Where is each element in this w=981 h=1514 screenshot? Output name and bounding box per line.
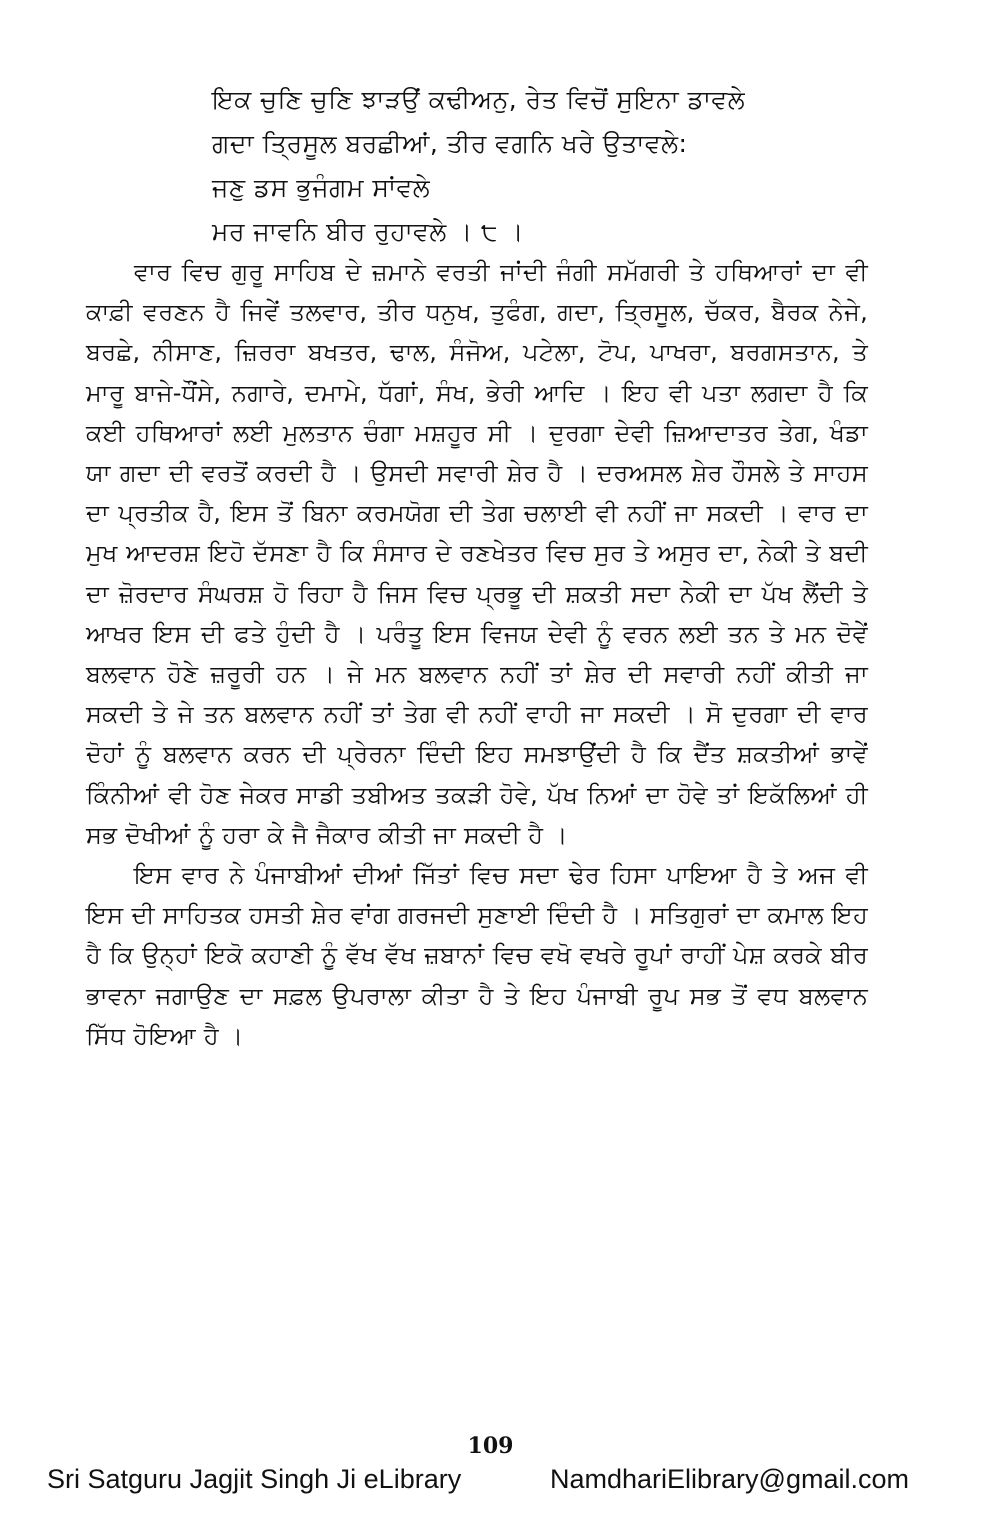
verse-line: ਇਕ ਚੁਣਿ ਚੁਣਿ ਝਾੜਉਂ ਕਢੀਅਨੁ, ਰੇਤ ਵਿਚੋਂ ਸੁਇਨਾ ਡਾਵਲੇ xyxy=(212,85,746,114)
verse-line: ਮਰ ਜਾਵਨਿ ਬੀਰ ਰੁਹਾਵਲੇ । ੮ । xyxy=(212,217,524,246)
footer-library-name: Sri Satguru Jagjit Singh Ji eLibrary xyxy=(47,1464,462,1494)
verse-block xyxy=(212,78,852,254)
footer-email: NamdhariElibrary@gmail.com xyxy=(549,1464,909,1494)
prose-block xyxy=(86,252,868,1056)
paragraph: ਇਸ ਵਾਰ ਨੇ ਪੰਜਾਬੀਆਂ ਦੀਆਂ ਜਿੱਤਾਂ ਵਿਚ ਸਦਾ ਢੇਰ ਹਿਸਾ ਪਾਇਆ ਹੈ ਤੇ ਅਜ ਵੀ ਇਸ ਦੀ ਸਾਹਿਤਕ ਹਸਤੀ ਸ਼ੇਰ ਵਾਂਗ ਗਰਜਦੀ ਸੁਣਾਈ ਦਿੰਦੀ ਹੈ । ਸਤਿਗੁਰਾਂ ਦਾ ਕਮਾਲ ਇਹ ਹੈ ਕਿ ਉਨ੍ਹਾਂ ਇਕੋ ਕਹਾਣੀ ਨੂੰ ਵੱਖ ਵੱਖ ਜ਼ਬਾਨਾਂ ਵਿਚ ਵਖੋ ਵਖਰੇ ਰੂਪਾਂ ਰਾਹੀਂ ਪੇਸ਼ ਕਰਕੇ ਬੀਰ ਭਾਵਨਾ ਜਗਾਉਣ ਦਾ ਸਫ਼ਲ ਉਪਰਾਲਾ ਕੀਤਾ ਹੈ ਤੇ ਇਹ ਪੰਜਾਬੀ ਰੂਪ ਸਭ ਤੋਂ ਵਧ ਬਲਵਾਨ ਸਿੱਧ ਹੋਇਆ ਹੈ । xyxy=(86,861,868,1050)
verse-line: ਜਣੁ ਡਸ ਭੁਜੰਗਮ ਸਾਂਵਲੇ xyxy=(212,173,431,202)
verse-line: ਗਦਾ ਤ੍ਰਿਸੂਲ ਬਰਛੀਆਂ, ਤੀਰ ਵਗਨਿ ਖਰੇ ਉਤਾਵਲੇ: xyxy=(212,129,688,158)
paragraph: ਵਾਰ ਵਿਚ ਗੁਰੂ ਸਾਹਿਬ ਦੇ ਜ਼ਮਾਨੇ ਵਰਤੀ ਜਾਂਦੀ ਜੰਗੀ ਸਮੱਗਰੀ ਤੇ ਹਥਿਆਰਾਂ ਦਾ ਵੀ ਕਾਫ਼ੀ ਵਰਣਨ ਹੈ ਜਿਵੇਂ ਤਲਵਾਰ, ਤੀਰ ਧਨੁਖ, ਤੁਫੰਗ, ਗਦਾ, ਤ੍ਰਿਸੂਲ, ਚੱਕਰ, ਬੈਰਕ ਨੇਜੇ, ਬਰਛੇ, ਨੀਸਾਣ, ਜ਼ਿਰਰਾ ਬਖਤਰ, ਢਾਲ, ਸੰਜੋਅ, ਪਟੇਲਾ, ਟੋਪ, ਪਾਖਰਾ, ਬਰਗਸਤਾਨ, ਤੇ ਮਾਰੂ ਬਾਜੇ-ਧੌਂਸੇ, ਨਗਾਰੇ, ਦਮਾਮੇ, ਧੱਗਾਂ, ਸੰਖ, ਭੇਰੀ ਆਦਿ । ਇਹ ਵੀ ਪਤਾ ਲਗਦਾ ਹੈ ਕਿ ਕਈ ਹਥਿਆਰਾਂ ਲਈ ਮੁਲਤਾਨ ਚੰਗਾ ਮਸ਼ਹੂਰ ਸੀ । ਦੁਰਗਾ ਦੇਵੀ ਜ਼ਿਆਦਾਤਰ ਤੇਗ, ਖੰਡਾ ਯਾ ਗਦਾ ਦੀ ਵਰਤੋਂ ਕਰਦੀ ਹੈ । ਉਸਦੀ ਸਵਾਰੀ ਸ਼ੇਰ ਹੈ । ਦਰਅਸਲ ਸ਼ੇਰ ਹੌਸਲੇ ਤੇ ਸਾਹਸ ਦਾ ਪ੍ਰਤੀਕ ਹੈ, ਇਸ ਤੋਂ ਬਿਨਾ ਕਰਮਯੋਗ ਦੀ ਤੇਗ ਚਲਾਈ ਵੀ ਨਹੀਂ ਜਾ ਸਕਦੀ । ਵਾਰ ਦਾ ਮੁਖ ਆਦਰਸ਼ ਇਹੋ ਦੱਸਣਾ ਹੈ ਕਿ ਸੰਸਾਰ ਦੇ ਰਣਖੇਤਰ ਵਿਚ ਸੁਰ ਤੇ ਅਸੁਰ ਦਾ, ਨੇਕੀ ਤੇ ਬਦੀ ਦਾ ਜ਼ੋਰਦਾਰ ਸੰਘਰਸ਼ ਹੋ ਰਿਹਾ ਹੈ ਜਿਸ ਵਿਚ ਪ੍ਰਭੂ ਦੀ ਸ਼ਕਤੀ ਸਦਾ ਨੇਕੀ ਦਾ ਪੱਖ ਲੈਂਦੀ ਤੇ ਆਖਰ ਇਸ ਦੀ ਫਤੇ ਹੁੰਦੀ ਹੈ । ਪਰੰਤੂ ਇਸ ਵਿਜਯ ਦੇਵੀ ਨੂੰ ਵਰਨ ਲਈ ਤਨ ਤੇ ਮਨ ਦੋਵੇਂ ਬਲਵਾਨ ਹੋਣੇ ਜ਼ਰੂਰੀ ਹਨ । ਜੇ ਮਨ ਬਲਵਾਨ ਨਹੀਂ ਤਾਂ ਸ਼ੇਰ ਦੀ ਸਵਾਰੀ ਨਹੀਂ ਕੀਤੀ ਜਾ ਸਕਦੀ ਤੇ ਜੇ ਤਨ ਬਲਵਾਨ ਨਹੀਂ ਤਾਂ ਤੇਗ ਵੀ ਨਹੀਂ ਵਾਹੀ ਜਾ ਸਕਦੀ । ਸੋ ਦੁਰਗਾ ਦੀ ਵਾਰ ਦੋਹਾਂ ਨੂੰ ਬਲਵਾਨ ਕਰਨ ਦੀ ਪ੍ਰੇਰਨਾ ਦਿੰਦੀ ਇਹ ਸਮਝਾਉਂਦੀ ਹੈ ਕਿ ਦੈਂਤ ਸ਼ਕਤੀਆਂ ਭਾਵੇਂ ਕਿੰਨੀਆਂ ਵੀ ਹੋਣ ਜੇਕਰ ਸਾਡੀ ਤਬੀਅਤ ਤਕੜੀ ਹੋਵੇ, ਪੱਖ ਨਿਆਂ ਦਾ ਹੋਵੇ ਤਾਂ ਇਕੱਲਿਆਂ ਹੀ ਸਭ ਦੋਖੀਆਂ ਨੂੰ ਹਰਾ ਕੇ ਜੈ ਜੈਕਾਰ ਕੀਤੀ ਜਾ ਸਕਦੀ ਹੈ । xyxy=(86,258,868,849)
page-number: 109 xyxy=(467,1433,514,1459)
